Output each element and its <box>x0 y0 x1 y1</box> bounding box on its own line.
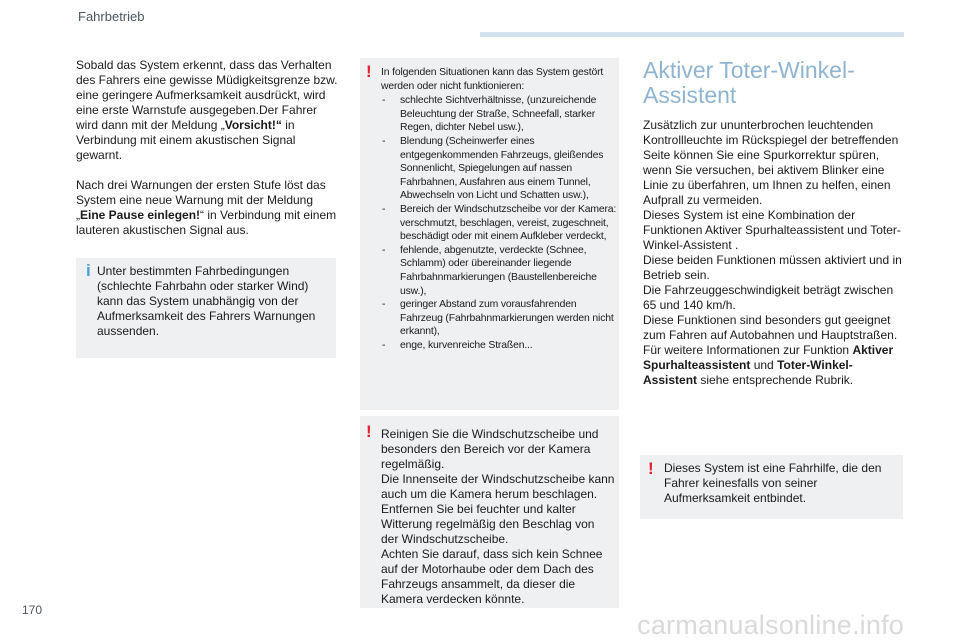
body-line: Dieses System ist eine Kombination der Funktionen Aktiver Spurhalteassistent und Toter-Winkel-Assistent . <box>643 208 901 252</box>
list-item: - enge, kurvenreiche Straßen... <box>382 339 533 351</box>
warning-icon: ! <box>648 459 654 478</box>
body-line: Diese beiden Funktionen müssen aktiviert und in Betrieb sein. <box>643 253 902 282</box>
list-item: - Blendung (Scheinwerfer eines entgegenkommenden Fahrzeugs, gleißendes Sonnenlicht, Spiegelungen auf nassen Fahrbahnen, Ausfahren aus einem Tunnel, Abwechseln von Licht und Schatten usw.), <box>382 135 604 202</box>
info-icon: i <box>86 261 91 280</box>
section-title: Aktiver Toter-Winkel-Assistent <box>643 57 855 108</box>
paragraph-first-warning: Sobald das System erkennt, dass das Verhalten des Fahrers eine gewisse Müdigkeitsgrenze bzw. eine geringere Aufmerksamkeit ausdrückt, wird eine erste Warnstufe ausgegeben.Der Fahrer wird dann mit der Meldung „Vorsicht!“ in Verbindung mit einem akustischen Signal gewarnt. <box>76 58 338 162</box>
paragraph-second-warning: Nach drei Warnungen der ersten Stufe löst das System eine neue Warnung mit der Meldung „Eine Pause einlegen!“ in Verbindung mit einem lauteren akustischen Signal aus. <box>76 178 337 237</box>
watermark: carmanualsonline.info <box>637 610 904 640</box>
warning-box-driver-aid <box>640 455 903 519</box>
info-box <box>76 258 336 358</box>
list-item: - Bereich der Windschutzscheibe vor der Kamera: verschmutzt, beschlagen, vereist, zugeschneit, beschädigt oder mit einem Aufkleber verdeckt, <box>382 203 617 243</box>
warning-box-cleaning <box>360 416 619 608</box>
list-item: - schlechte Sichtverhältnisse, (unzureichende Beleuchtung der Straße, Schneefall, starker Regen, dichter Nebel usw.), <box>382 95 597 134</box>
list-item: - geringer Abstand zum vorausfahrenden Fahrzeug (Fahrbahnmarkierungen werden nicht erkannt), <box>382 299 614 338</box>
section-header: Fahrbetrieb <box>78 9 145 24</box>
list-item: - fehlende, abgenutzte, verdeckte (Schnee, Schlamm) oder übereinander liegende Fahrbahnmarkierungen (Baustellenbereiche usw.), <box>382 244 597 297</box>
page-number: 170 <box>22 603 43 617</box>
body-line: Zusätzlich zur ununterbrochen leuchtenden Kontrollleuchte im Rückspiegel der betreffenden Seite können Sie eine Spurkorrektur spüren, wenn Sie versuchen, bei aktivem Blinker eine Linie zu überfahren, um Ihnen zu helfen, einen Aufprall zu vermeiden. <box>643 118 899 207</box>
body-line: Die Fahrzeuggeschwindigkeit beträgt zwischen 65 und 140 km/h. <box>643 283 894 312</box>
warning-icon: ! <box>366 422 372 441</box>
disturbance-list <box>381 94 617 352</box>
body-line: Diese Funktionen sind besonders gut geeignet zum Fahren auf Autobahnen und Hauptstraßen. <box>643 313 898 342</box>
body-line: Für weitere Informationen zur Funktion Aktiver Spurhalteassistent und Toter-Winkel-Assistent siehe entsprechende Rubrik. <box>643 343 894 387</box>
warning-box-disturbances <box>360 58 619 410</box>
left-column <box>76 58 341 238</box>
right-column <box>643 58 905 388</box>
warning-intro: In folgenden Situationen kann das System gestört werden oder nicht funktionieren: <box>381 67 604 92</box>
warning-icon: ! <box>366 62 372 81</box>
header-bar <box>480 32 904 37</box>
info-box-text: Unter bestimmten Fahrbedingungen (schlechte Fahrbahn oder starker Wind) kann das System unabhängig von der Aufmerksamkeit des Fahrers Warnungen aussenden. <box>97 264 316 338</box>
driver-aid-text: Dieses System ist eine Fahrhilfe, die den Fahrer keinesfalls von seiner Aufmerksamkeit entbindet. <box>664 461 882 505</box>
cleaning-text: Reinigen Sie die Windschutzscheibe und besonders den Bereich vor der Kamera regelmäßig. Die Innenseite der Windschutzscheibe kann auch um die Kamera herum beschlagen. Entfernen Sie bei feuchter und kalter Witterung regelmäßig den Beschlag von der Windschutzscheibe. Achten Sie darauf, dass sich kein Schnee auf der Motorhaube oder dem Dach des Fahrzeugs ansammelt, da dieser die Kamera verdecken könnte. <box>381 427 615 606</box>
